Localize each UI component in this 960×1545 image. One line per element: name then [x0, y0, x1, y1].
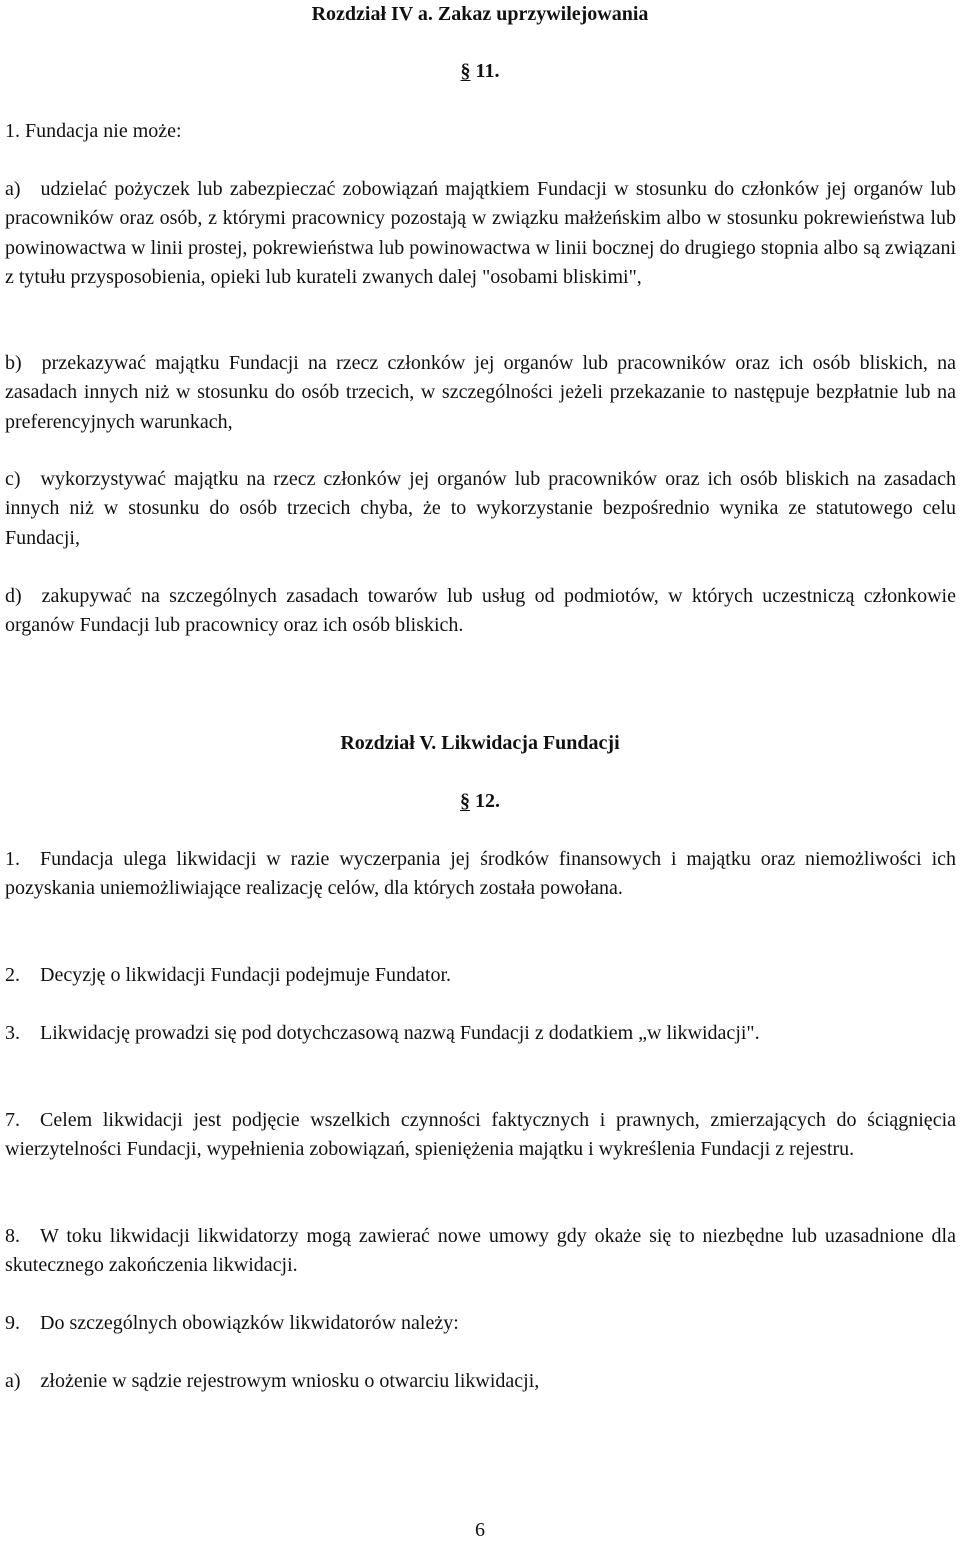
- ch5-item-1: 1. Fundacja ulega likwidacji w razie wyczerpania jej środków finansowych i majątku oraz niemożliwości ich pozyskania uniemożliwiające realizację celów, dla których została powołana.: [5, 848, 956, 900]
- section-number: 12.: [475, 790, 500, 812]
- ch4-item-a: a) udzielać pożyczek lub zabezpieczać zobowiązań majątkiem Fundacji w stosunku do członków jej organów lub pracowników oraz osób, z którymi pracownicy pozostają w związku małżeńskim albo w stosunku pokrewieństwa lub powinowactwa w linii prostej, pokrewieństwa lub powinowactwa w linii bocznej do drugiego stopnia albo są związani z tytułu przysposobienia, opieki lub kurateli zwanych dalej "osobami bliskimi",: [5, 178, 956, 288]
- ch5-item-9: 9. Do szczególnych obowiązków likwidatorów należy:: [5, 1312, 459, 1334]
- ch5-item-8: 8. W toku likwidacji likwidatorzy mogą zawierać nowe umowy gdy okaże się to niezbędne lub uzasadnione dla skutecznego zakończenia likwidacji.: [5, 1225, 956, 1277]
- chapter-4-title: Rozdział IV a. Zakaz uprzywilejowania: [311, 3, 649, 25]
- ch4-item-c: c) wykorzystywać majątku na rzecz członków jej organów lub pracowników oraz ich osób bliskich na zasadach innych niż w stosunku do osób trzecich chyba, że to wykorzystanie bezpośrednio wynika ze statutowego celu Fundacji,: [5, 468, 956, 549]
- ch5-item-2: 2. Decyzję o likwidacji Fundacji podejmuje Fundator.: [5, 964, 452, 986]
- section-mark: §: [460, 60, 471, 82]
- section-mark: §: [460, 790, 470, 812]
- chapter-4-intro: 1. Fundacja nie może:: [5, 120, 182, 142]
- section-12-heading: [0, 787, 960, 816]
- ch5-item-7: 7. Celem likwidacji jest podjęcie wszelkich czynności faktycznych i prawnych, zmierzających do ściągnięcia wierzytelności Fundacji, wypełnienia zobowiązań, spieniężenia majątku i wykreślenia Fundacji z rejestru.: [5, 1109, 956, 1161]
- page-number: 6: [475, 1519, 485, 1541]
- ch4-item-d: d) zakupywać na szczególnych zasadach towarów lub usług od podmiotów, w których uczestniczą członkowie organów Fundacji lub pracownicy oraz ich osób bliskich.: [5, 585, 956, 637]
- ch5-item-a: a) złożenie w sądzie rejestrowym wniosku o otwarciu likwidacji,: [5, 1370, 540, 1392]
- section-11-heading: [0, 57, 960, 86]
- section-number: 11.: [475, 60, 500, 82]
- chapter-5-title: Rozdział V. Likwidacja Fundacji: [340, 732, 620, 754]
- ch4-item-b: b) przekazywać majątku Fundacji na rzecz członków jej organów lub pracowników oraz ich osób bliskich, na zasadach innych niż w stosunku do osób trzecich, w szczególności jeżeli przekazanie to następuje bezpłatnie lub na preferencyjnych warunkach,: [5, 352, 956, 433]
- ch5-item-3: 3. Likwidację prowadzi się pod dotychczasową nazwą Fundacji z dodatkiem „w likwidacji".: [5, 1022, 760, 1044]
